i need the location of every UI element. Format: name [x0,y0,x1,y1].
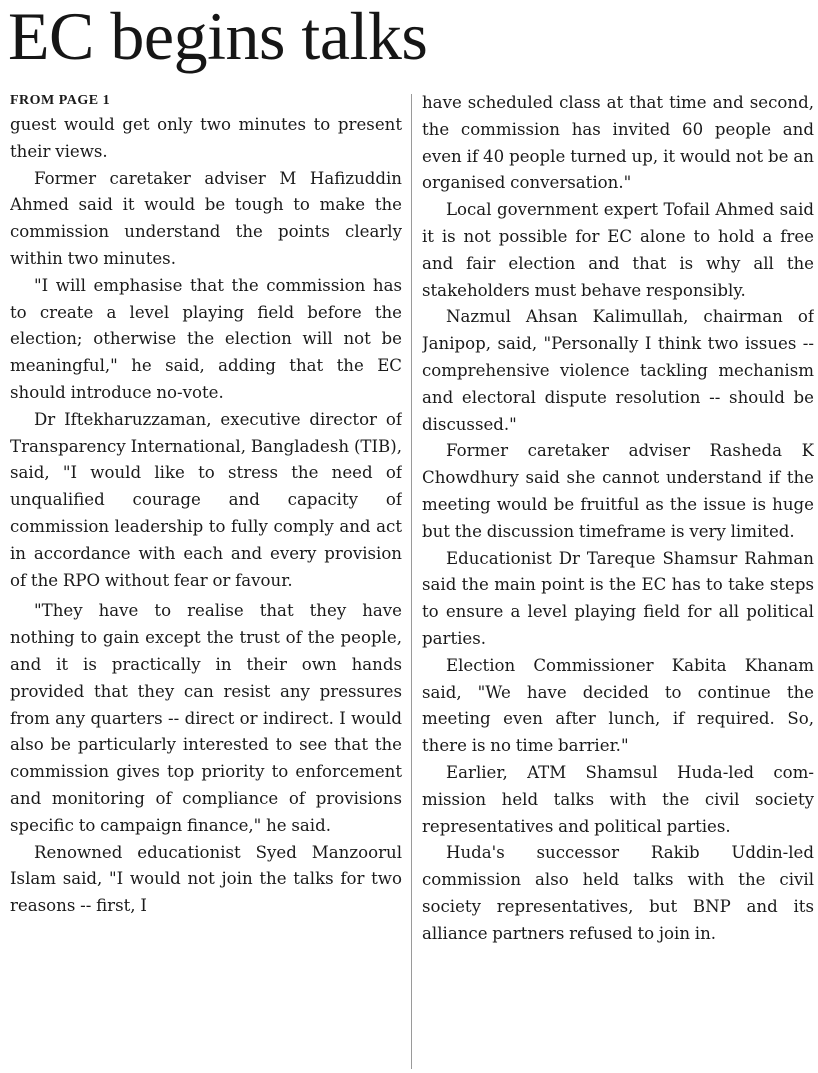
column-divider [411,94,412,1069]
paragraph: Renowned educationist Syed Manzoorul Islam said, "I would not join the talks for two reasons -- first, I [10,842,402,916]
paragraph: Former caretaker adviser M Hafizuddin Ahmed said it would be tough to make the commission understand the points clearly within two minutes. [10,168,402,268]
paragraph: Earlier, ATM Shamsul Huda-led commission held talks with the civil society representatives and political parties. [422,762,814,836]
paragraph: Former caretaker adviser Rasheda K Chowdhury said she cannot understand if the meeting would be fruitful as the issue is huge but the discussion timeframe is very limited. [422,441,814,541]
headline: EC begins talks [8,0,428,74]
left-column [10,90,402,1073]
paragraph: "I will emphasise that the commission has to create a level playing field before the election; otherwise the election will not be meaningful," he said, adding that the EC should introduce no-vote. [10,275,402,402]
paragraph: Huda's successor Rakib Uddin-led commission also held talks with the civil society representatives, but BNP and its alliance partners refused to join in. [422,843,814,943]
paragraph: Local government expert Tofail Ahmed said it is not possible for EC alone to hold a free and fair election and that is why all the stakeholders must behave responsibly. [422,200,814,300]
continuation-tag: FROM PAGE 1 [10,93,111,108]
paragraph: Educationist Dr Tareque Shamsur Rahman said the main point is the EC has to take steps to ensure a level playing field for all political parties. [422,548,814,648]
paragraph: Nazmul Ahsan Kalimullah, chairman of Janipop, said, "Personally I think two issues -- comprehensive violence tackling mechanism and electoral dispute resolution -- should be discussed." [422,307,814,434]
paragraph: Dr Iftekharuzzaman, executive director of Transparency International, Bangladesh (TIB), said, "I would like to stress the need of unqualified courage and capacity of commission leadership to fully comply and act in accordance with each and every provision of the RPO without fear or favour. [10,409,402,590]
paragraph: guest would get only two minutes to present their views. [10,115,402,161]
paragraph: Election Commissioner Kabita Khanam said, "We have decided to continue the meeting even after lunch, if required. So, there is no time barrier." [422,655,814,756]
paragraph: have scheduled class at that time and second, the commission has invited 60 people and even if 40 people turned up, it would not be an organised conversation." [422,93,814,193]
right-column [422,90,814,1073]
paragraph: "They have to realise that they have nothing to gain except the trust of the people, and it is practically in their own hands provided that they can resist any pressures from any quarters -- direct or indirect. I would also be particularly interested to see that the commission gives top priority to enforcement and monitoring of compliance of provisions specific to campaign finance," he said. [10,601,402,835]
